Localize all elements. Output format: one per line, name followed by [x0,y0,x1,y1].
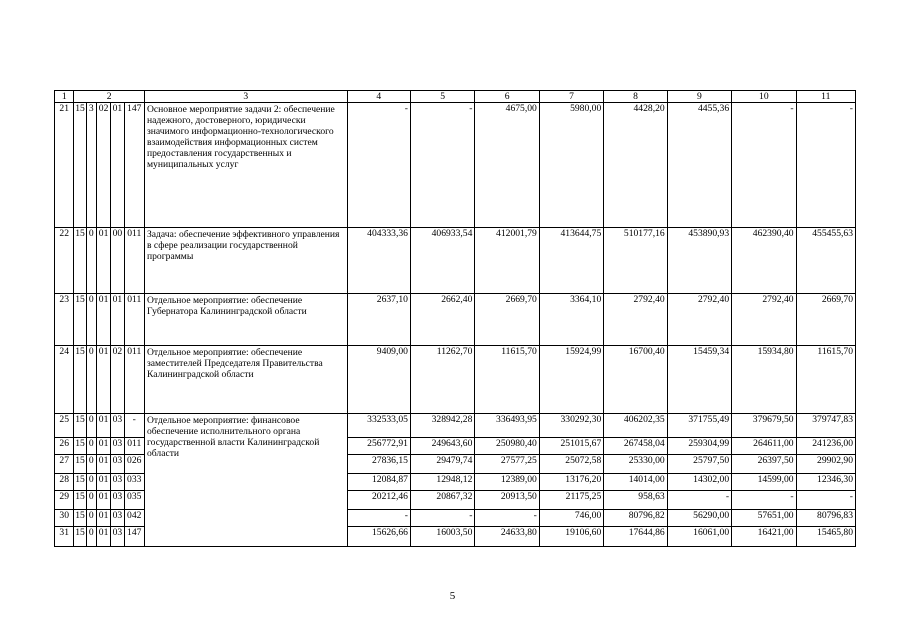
value-cell: 16061,00 [667,527,731,547]
row-number: 21 [55,103,74,228]
code-cell: 03 [111,414,124,438]
value-cell: 15459,34 [667,346,731,414]
value-cell: - [410,510,474,527]
code-cell: 15 [74,510,86,527]
code-cell: 011 [124,346,144,414]
col-header: 10 [732,91,796,103]
code-cell: 01 [96,527,110,547]
value-cell: 25797,50 [667,455,731,474]
row-number: 23 [55,294,74,346]
value-cell: 17644,86 [604,527,667,547]
value-cell: 11615,70 [796,346,855,414]
value-cell: 404333,36 [347,228,410,294]
code-cell: 01 [96,294,110,346]
code-cell: 01 [96,346,110,414]
value-cell: - [796,491,855,510]
description-cell: Отдельное мероприятие: обеспечение заместителей Председателя Правительства Калининградской области [144,346,347,414]
value-cell: 16700,40 [604,346,667,414]
code-cell: 15 [74,527,86,547]
value-cell: 15465,80 [796,527,855,547]
code-cell: 0 [86,474,96,491]
code-cell: 011 [124,294,144,346]
code-cell: 03 [111,438,124,455]
value-cell: 21175,25 [539,491,603,510]
code-cell: - [124,414,144,438]
value-cell: 11615,70 [475,346,539,414]
value-cell: 371755,49 [667,414,731,438]
code-cell: 011 [124,438,144,455]
code-cell: 15 [74,455,86,474]
code-cell: 0 [86,510,96,527]
value-cell: 80796,83 [796,510,855,527]
row-number: 27 [55,455,74,474]
value-cell: - [475,510,539,527]
code-cell: 01 [96,455,110,474]
value-cell: - [796,103,855,228]
value-cell: 12084,87 [347,474,410,491]
value-cell: 379679,50 [732,414,796,438]
value-cell: 24633,80 [475,527,539,547]
value-cell: 12389,00 [475,474,539,491]
value-cell: - [732,103,796,228]
value-cell: 2792,40 [667,294,731,346]
col-header: 11 [796,91,855,103]
value-cell: 27577,25 [475,455,539,474]
code-cell: 01 [96,228,110,294]
value-cell: 332533,05 [347,414,410,438]
value-cell: 462390,40 [732,228,796,294]
code-cell: 0 [86,527,96,547]
table-row [55,346,856,414]
value-cell: 20867,32 [410,491,474,510]
code-cell: 15 [74,491,86,510]
value-cell: 16003,50 [410,527,474,547]
code-cell: 01 [96,414,110,438]
value-cell: 2637,10 [347,294,410,346]
code-cell: 03 [111,510,124,527]
code-cell: 15 [74,346,86,414]
page-number: 5 [449,590,456,602]
value-cell: 251015,67 [539,438,603,455]
code-cell: 03 [111,455,124,474]
value-cell: 12346,30 [796,474,855,491]
code-cell: 01 [96,491,110,510]
code-cell: 03 [111,527,124,547]
code-cell: 042 [124,510,144,527]
code-cell: 3 [86,103,96,228]
description-cell: Задача: обеспечение эффективного управления в сфере реализации государственной программы [144,228,347,294]
value-cell: 14599,00 [732,474,796,491]
row-number: 25 [55,414,74,438]
value-cell: 2792,40 [732,294,796,346]
value-cell: 259304,99 [667,438,731,455]
code-cell: 01 [111,294,124,346]
value-cell: 11262,70 [410,346,474,414]
value-cell: 80796,82 [604,510,667,527]
col-header: 6 [475,91,539,103]
table-row [55,103,856,228]
value-cell: 241236,00 [796,438,855,455]
code-cell: 011 [124,228,144,294]
code-cell: 15 [74,103,86,228]
table-row [55,414,856,438]
value-cell: 510177,16 [604,228,667,294]
col-header: 3 [144,91,347,103]
row-number: 30 [55,510,74,527]
value-cell: 26397,50 [732,455,796,474]
column-number-row [55,91,856,103]
code-cell: 01 [96,438,110,455]
value-cell: 25072,58 [539,455,603,474]
value-cell: 56290,00 [667,510,731,527]
value-cell: 20212,46 [347,491,410,510]
code-cell: 147 [124,103,144,228]
code-cell: 0 [86,294,96,346]
code-cell: 15 [74,474,86,491]
code-cell: 035 [124,491,144,510]
description-cell: Отдельное мероприятие: обеспечение Губернатора Калининградской области [144,294,347,346]
value-cell: 14302,00 [667,474,731,491]
value-cell: 256772,91 [347,438,410,455]
code-cell: 03 [111,491,124,510]
code-cell: 0 [86,438,96,455]
col-header: 5 [410,91,474,103]
value-cell: 746,00 [539,510,603,527]
value-cell: 29479,74 [410,455,474,474]
value-cell: 2669,70 [796,294,855,346]
value-cell: 250980,40 [475,438,539,455]
col-header: 8 [604,91,667,103]
value-cell: 328942,28 [410,414,474,438]
code-cell: 03 [111,474,124,491]
value-cell: 2792,40 [604,294,667,346]
table-row [55,228,856,294]
value-cell: 406933,54 [410,228,474,294]
value-cell: 9409,00 [347,346,410,414]
row-number: 24 [55,346,74,414]
value-cell: 19106,60 [539,527,603,547]
col-header: 1 [55,91,74,103]
value-cell: 27836,15 [347,455,410,474]
value-cell: 15626,66 [347,527,410,547]
value-cell: 330292,30 [539,414,603,438]
code-cell: 15 [74,414,86,438]
row-number: 28 [55,474,74,491]
code-cell: 033 [124,474,144,491]
value-cell: 413644,75 [539,228,603,294]
value-cell: 406202,35 [604,414,667,438]
col-header: 9 [667,91,731,103]
code-cell: 0 [86,346,96,414]
code-cell: 02 [111,346,124,414]
value-cell: 453890,93 [667,228,731,294]
value-cell: 4675,00 [475,103,539,228]
code-cell: 02 [96,103,110,228]
budget-table [54,90,856,547]
col-header: 7 [539,91,603,103]
row-number: 22 [55,228,74,294]
code-cell: 15 [74,438,86,455]
description-cell: Основное мероприятие задачи 2: обеспечение надежного, достоверного, юридически значимого информационно-технологического взаимодействия информационных систем предоставления государственных и муниципальных услуг [144,103,347,228]
code-cell: 0 [86,414,96,438]
value-cell: 267458,04 [604,438,667,455]
value-cell: 25330,00 [604,455,667,474]
value-cell: - [732,491,796,510]
value-cell: 2669,70 [475,294,539,346]
value-cell: 12948,12 [410,474,474,491]
value-cell: - [667,491,731,510]
row-number: 31 [55,527,74,547]
value-cell: 336493,95 [475,414,539,438]
value-cell: 264611,00 [732,438,796,455]
value-cell: 4455,36 [667,103,731,228]
code-cell: 0 [86,228,96,294]
value-cell: 412001,79 [475,228,539,294]
value-cell: 4428,20 [604,103,667,228]
code-cell: 0 [86,455,96,474]
value-cell: 20913,50 [475,491,539,510]
value-cell: 57651,00 [732,510,796,527]
value-cell: 29902,90 [796,455,855,474]
value-cell: 16421,00 [732,527,796,547]
value-cell: 15934,80 [732,346,796,414]
value-cell: 958,63 [604,491,667,510]
code-cell: 15 [74,294,86,346]
code-cell: 026 [124,455,144,474]
value-cell: 249643,60 [410,438,474,455]
code-cell: 15 [74,228,86,294]
value-cell: 14014,00 [604,474,667,491]
value-cell: 2662,40 [410,294,474,346]
code-cell: 01 [96,510,110,527]
code-cell: 01 [111,103,124,228]
value-cell: - [347,510,410,527]
col-header: 4 [347,91,410,103]
code-cell: 00 [111,228,124,294]
code-cell: 0 [86,491,96,510]
code-cell: 01 [96,474,110,491]
value-cell: - [410,103,474,228]
row-number: 26 [55,438,74,455]
description-cell: Отдельное мероприятие: финансовое обеспечение исполнительного органа государственной власти Калининградской области [144,414,347,547]
value-cell: 15924,99 [539,346,603,414]
value-cell: 13176,20 [539,474,603,491]
value-cell: - [347,103,410,228]
code-cell: 147 [124,527,144,547]
value-cell: 379747,83 [796,414,855,438]
value-cell: 3364,10 [539,294,603,346]
row-number: 29 [55,491,74,510]
value-cell: 5980,00 [539,103,603,228]
col-header: 2 [74,91,145,103]
value-cell: 455455,63 [796,228,855,294]
table-row [55,294,856,346]
